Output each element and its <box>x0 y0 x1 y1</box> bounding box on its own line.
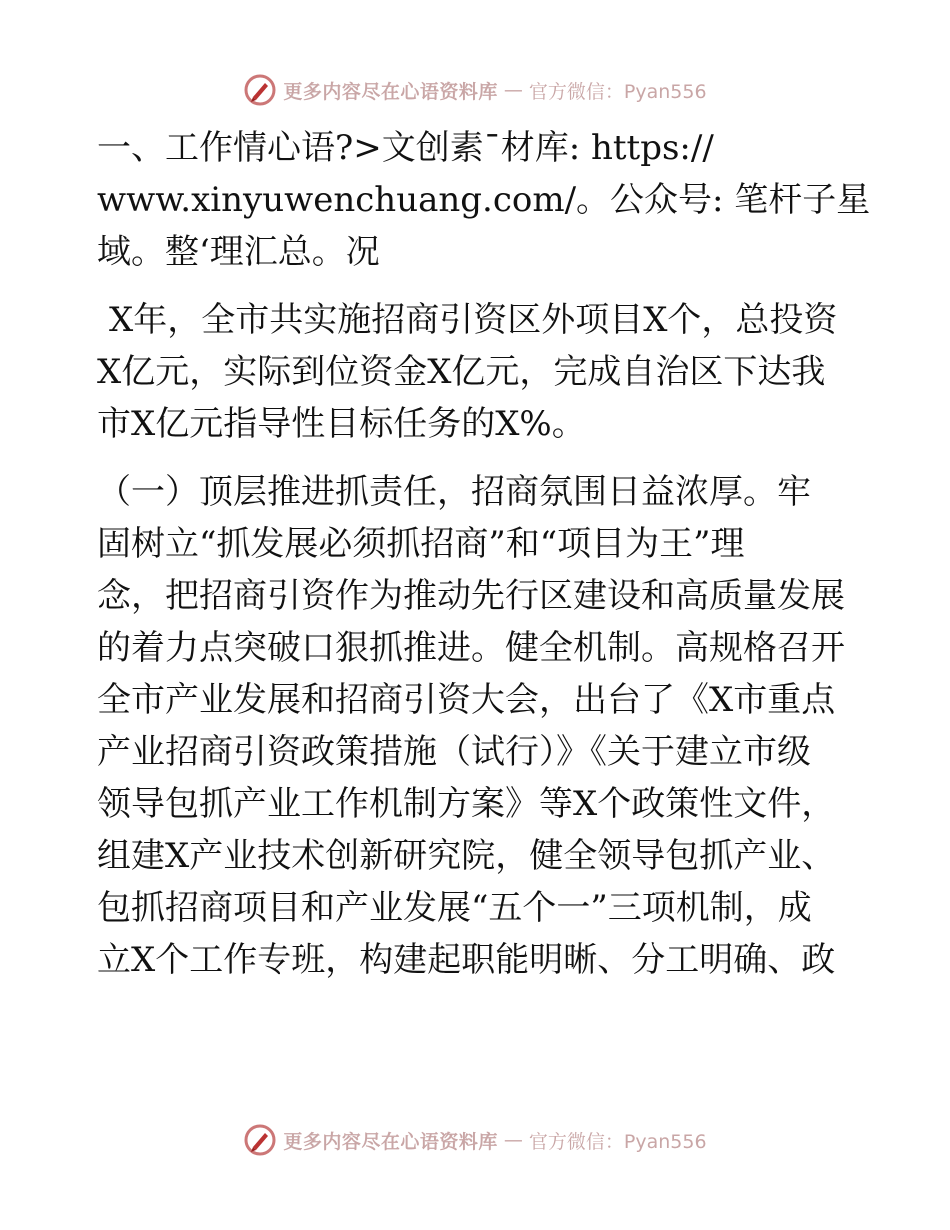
watermark-main-text: 更多内容尽在心语资料库 <box>283 1130 498 1153</box>
document-body <box>97 122 871 986</box>
pen-logo-icon <box>243 1123 277 1157</box>
text-line: 全市产业发展和招商引资大会，出台了《X市重点 <box>97 680 836 720</box>
text-line: 立X个工作专班，构建起职能明晰、分工明确、政 <box>97 940 836 980</box>
paragraph-summary <box>97 294 857 450</box>
watermark-dash: — <box>503 79 523 101</box>
text-line: 一、工作情心语?>文创素¯材库: https:// <box>97 128 714 168</box>
pen-logo-icon <box>243 73 277 107</box>
header-watermark <box>0 70 950 110</box>
text-line: X年，全市共实施招商引资区外项目X个，总投资 <box>109 300 838 340</box>
text-line: 包抓招商项目和产业发展“五个一”三项机制，成 <box>97 888 812 928</box>
text-line: 域。整‘理汇总。况 <box>97 232 380 272</box>
text-line: 固树立“抓发展必须抓招商”和“项目为王”理 <box>97 524 745 564</box>
text-line: X亿元，实际到位资金X亿元，完成自治区下达我 <box>97 352 826 392</box>
text-line: 市X亿元指导性目标任务的X%。 <box>97 404 586 444</box>
watermark-secondary-text: 官方微信：Pyan556 <box>528 80 707 103</box>
paragraph-section-one <box>97 466 857 986</box>
footer-watermark <box>0 1120 950 1160</box>
watermark-dash: — <box>503 1129 523 1151</box>
text-line: 的着力点突破口狠抓推进。健全机制。高规格召开 <box>97 628 845 668</box>
text-line: （一）顶层推进抓责任，招商氛围日益浓厚。牢 <box>97 472 811 512</box>
text-line: 念，把招商引资作为推动先行区建设和高质量发展 <box>97 576 845 616</box>
text-line: 领导包抓产业工作机制方案》等X个政策性文件， <box>97 784 836 824</box>
text-line: 组建X产业技术创新研究院，健全领导包抓产业、 <box>97 836 836 876</box>
watermark-main-text: 更多内容尽在心语资料库 <box>283 80 498 103</box>
text-line: 产业招商引资政策措施（试行）》《关于建立市级 <box>97 732 811 772</box>
paragraph-intro <box>97 122 871 278</box>
watermark-secondary-text: 官方微信：Pyan556 <box>528 1130 707 1153</box>
text-line: www.xinyuwenchuang.com/。公众号: 笔杆子星 <box>97 180 871 220</box>
